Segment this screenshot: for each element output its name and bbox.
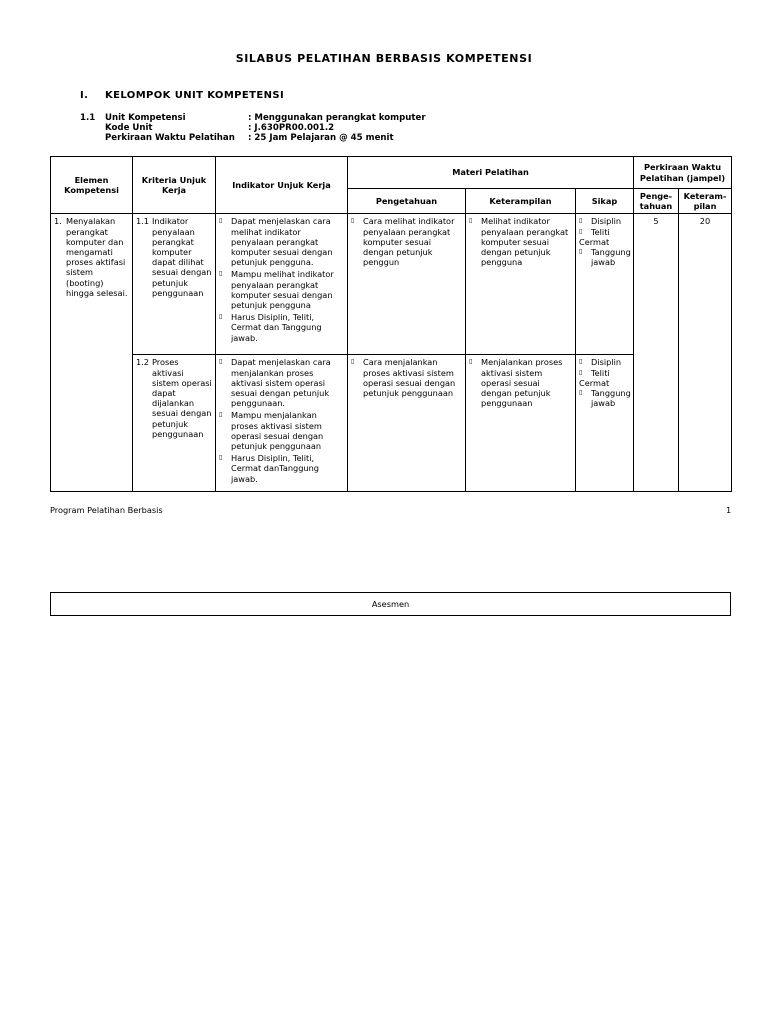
bullet-icon: ▯ <box>579 248 583 256</box>
unit-value: : Menggunakan perangkat komputer <box>248 113 426 123</box>
bullet-icon: ▯ <box>469 217 473 225</box>
header-sikap: Sikap <box>576 189 634 214</box>
pengetahuan-cell <box>348 214 466 355</box>
kuk-cell <box>133 355 216 492</box>
sikap-item: Cermat <box>579 236 610 247</box>
header-waktu-keterampilan: Keteram- pilan <box>679 189 732 214</box>
bullet-icon: ▯ <box>351 358 355 366</box>
indikator-item: Mampu menjalankan proses aktivasi sistem operasi sesuai dengan petunjuk penggunaan <box>231 410 324 452</box>
kuk-cell <box>133 214 216 355</box>
section-title: KELOMPOK UNIT KOMPETENSI <box>105 90 285 101</box>
header-elemen: Elemen Kompetensi <box>51 157 133 214</box>
header-indikator: Indikator Unjuk Kerja <box>216 157 348 214</box>
bullet-icon: ▯ <box>219 358 223 366</box>
pengetahuan-text: Cara menjalankan proses aktivasi sistem operasi sesuai dengan petunjuk penggunaan <box>363 357 456 399</box>
kuk-number: 1.1 <box>136 216 150 227</box>
keterampilan-cell <box>466 214 576 355</box>
bullet-icon: ▯ <box>579 227 583 235</box>
unit-number: 1.1 <box>80 113 96 123</box>
bullet-icon: ▯ <box>219 454 223 462</box>
bullet-icon: ▯ <box>351 217 355 225</box>
bullet-icon: ▯ <box>579 368 583 376</box>
jampel-keterampilan: 20 <box>679 214 732 492</box>
sikap-item: Disiplin <box>591 357 622 368</box>
keterampilan-text: Menjalankan proses aktivasi sistem operasi sesuai dengan petunjuk penggunaan <box>481 357 563 409</box>
sikap-cell <box>576 355 634 492</box>
code-label: Kode Unit <box>105 123 153 133</box>
pengetahuan-cell <box>348 355 466 492</box>
syllabus-table <box>50 156 732 492</box>
indikator-cell <box>216 214 348 355</box>
header-keterampilan: Keterampilan <box>466 189 576 214</box>
sikap-item: Cermat <box>579 377 610 388</box>
duration-value: : 25 Jam Pelajaran @ 45 menit <box>248 133 394 143</box>
keterampilan-cell <box>466 355 576 492</box>
indikator-item: Mampu melihat indikator penyalaan perangkat komputer sesuai dengan petunjuk pengguna <box>231 269 334 311</box>
header-waktu: Perkiraan Waktu Pelatihan (jampel) <box>634 157 732 189</box>
bullet-icon: ▯ <box>219 270 223 278</box>
sikap-item: Tanggung jawab <box>591 388 631 409</box>
document-title: SILABUS PELATIHAN BERBASIS KOMPETENSI <box>235 52 533 65</box>
jampel-pengetahuan: 5 <box>634 214 679 492</box>
bullet-icon: ▯ <box>469 358 473 366</box>
bullet-icon: ▯ <box>579 358 583 366</box>
code-value: : J.630PR00.001.2 <box>248 123 335 133</box>
sikap-item: Tanggung jawab <box>591 247 631 268</box>
header-kriteria: Kriteria Unjuk Kerja <box>133 157 216 214</box>
header-materi: Materi Pelatihan <box>348 157 634 189</box>
indikator-item: Dapat menjelaskan cara menjalankan proses aktivasi sistem operasi sesuai dengan petunjuk penggunaan. <box>231 357 331 409</box>
table-row <box>51 355 732 492</box>
duration-label: Perkiraan Waktu Pelatihan <box>105 133 235 143</box>
header-pengetahuan: Pengetahuan <box>348 189 466 214</box>
indikator-item: Harus Disiplin, Teliti, Cermat dan Tanggung jawab. <box>231 312 322 343</box>
kuk-number: 1.2 <box>136 357 150 368</box>
indikator-item: Dapat menjelaskan cara melihat indikator penyalaan perangkat komputer sesuai dengan petunjuk pengguna. <box>231 216 333 268</box>
section-number: I. <box>80 90 89 101</box>
footer-text: Program Pelatihan Berbasis <box>50 505 163 515</box>
indikator-cell <box>216 355 348 492</box>
asesmen-box: Asesmen <box>50 592 731 616</box>
kuk-text: Indikator penyalaan perangkat komputer dapat dilihat sesuai dengan petunjuk penggunaan <box>152 216 212 298</box>
bullet-icon: ▯ <box>579 389 583 397</box>
bullet-icon: ▯ <box>219 217 223 225</box>
unit-label: Unit Kompetensi <box>105 113 186 123</box>
sikap-item: Teliti <box>591 367 610 378</box>
header-waktu-pengetahuan: Penge- tahuan <box>634 189 679 214</box>
sikap-item: Teliti <box>591 226 610 237</box>
pengetahuan-text: Cara melihat indikator penyalaan perangkat komputer sesuai dengan petunjuk penggun <box>363 216 455 268</box>
sikap-item: Disiplin <box>591 216 622 227</box>
indikator-item: Harus Disiplin, Teliti, Cermat danTanggung jawab. <box>231 453 320 484</box>
elemen-number: 1. <box>54 216 62 227</box>
bullet-icon: ▯ <box>579 217 583 225</box>
page-number: 1 <box>726 505 732 515</box>
keterampilan-text: Melihat indikator penyalaan perangkat komputer sesuai dengan petunjuk pengguna <box>481 216 569 268</box>
sikap-cell <box>576 214 634 355</box>
table-row <box>51 214 732 355</box>
bullet-icon: ▯ <box>219 313 223 321</box>
bullet-icon: ▯ <box>219 411 223 419</box>
kuk-text: Proses aktivasi sistem operasi dapat dijalankan sesuai dengan petunjuk penggunaan <box>152 357 212 439</box>
elemen-cell <box>51 214 133 492</box>
elemen-text: Menyalakan perangkat komputer dan mengamati proses aktifasi sistem (booting) hingga selesai. <box>66 216 128 298</box>
